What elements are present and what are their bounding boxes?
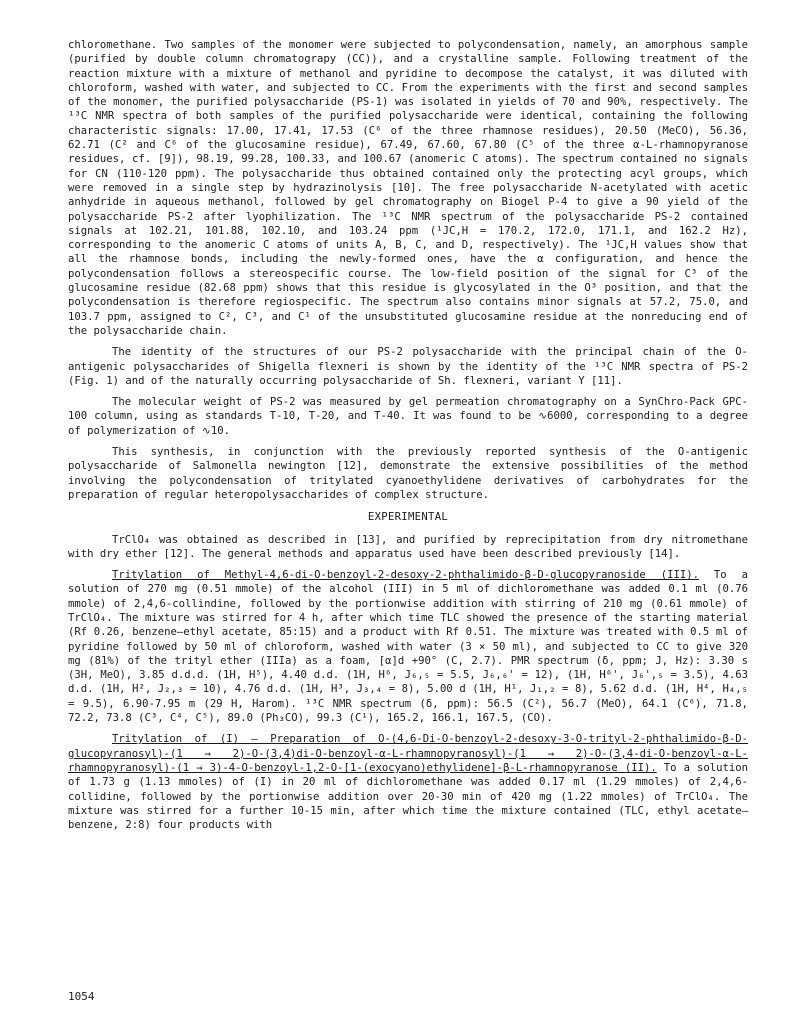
document-page [68,38,748,832]
paragraph-synthesis-summary: This synthesis, in conjunction with the previously reported synthesis of the O-antigenic polysaccharide of Salmonella newington [12], demonstrate the extensive possibilities of the method involving the polycondensation of tritylated cyanoethylidene derivatives of carbohydrates for the preparation of regular heteropolysaccharides of complex structure. [68,446,748,501]
procedure-body-iii: To a solution of 270 mg (0.51 mmole) of the alcohol (III) in 5 ml of dichloromethane was added 0.1 ml (0.76 mmole) of 2,4,6-collindine, followed by the portionwise addition with stirring of 210 mg (0.61 mmole) of TrClO₄. The mixture was stirred for 4 h, after which time TLC showed the presence of the starting material (Rf 0.26, benzene—ethyl acetate, 85:15) and a product with Rf 0.51. The mixture was treated with 0.5 ml of pyridine followed by 50 ml of chloroform, washed with water (3 × 50 ml), and subjected to CC to give 320 mg (81%) of the trityl ether (IIIa) as a foam, [α]d +90° (C, 2.7). PMR spectrum (δ, ppm; J, Hz): 3.30 s (3H, MeO), 3.85 d.d.d. (1H, H⁵), 4.40 d.d. (1H, H⁶, J₆,₅ = 5.5, J₆,₆' = 12), (1H, H⁶', J₆',₅ = 3.5), 4.63 d.d. (1H, H², J₂,₃ = 10), 4.76 d.d. (1H, H³, J₃,₄ = 8), 5.00 d (1H, H¹, J₁,₂ = 8), 5.62 d.d. (1H, H⁴, H₄,₅ = 9.5), 6.90-7.95 m (29 H, Harom). ¹³C NMR spectrum (δ, ppm): 56.5 (C²), 56.7 (MeO), 64.1 (C⁶), 71.8, 72.2, 73.8 (C³, C⁴, C⁵), 89.0 (Ph₃CO), 99.3 (C¹), 165.2, 166.1, 167.5, (CO). [68,569,748,725]
paragraph-trclo4: TrClO₄ was obtained as described in [13], and purified by reprecipitation from dry nitromethane with dry ether [12]. The general methods and apparatus used have been described previously [14]. [68,533,748,560]
page-number: 1054 [68,990,95,1003]
section-heading-experimental: EXPERIMENTAL [367,511,449,524]
paragraph-tritylation-iii [68,568,748,725]
paragraph-structure-identity: The identity of the structures of our PS-2 polysaccharide with the principal chain of the O-antigenic polysaccharides of Shigella flexneri is shown by the identity of the ¹³C NMR spectra of PS-2 (Fig. 1) and of the naturally occurring polysaccharide of Sh. flexneri, variant Y [11]. [68,346,748,387]
procedure-title-i: Tritylation of (I) — Preparation of O-(4,6-Di-O-benzoyl-2-desoxy-3-O-trityl-2-phthalimido-β-D-glucopyranosyl)-(1 → 2)-O-(3,4)di-O-benzoyl-α-L-rhamnopyranosyl)-(1 → 2)-O-(3,4-di-O-benzoyl-α-L-rhamnopyranosyl)-(1 → 3)-4-O-benzoyl-1,2-O-[1-(exocyano)ethylidene]-β-L-rhamnopyranose (II). [68,733,748,774]
paragraph-molecular-weight: The molecular weight of PS-2 was measured by gel permeation chromatography on a SynChro-Pack GPC-100 column, using as standards T-10, T-20, and T-40. It was found to be ∿6000, corresponding to a degree of polymerization of ∿10. [68,396,748,437]
paragraph-polycondensation: chloromethane. Two samples of the monomer were subjected to polycondensation, namely, an amorphous sample (purified by double column chromatograpy (CC)), and a crystalline sample. Following treatment of the reaction mixture with a mixture of methanol and pyridine to decompose the catalyst, it was diluted with chloroform, washed with water, and subjected to CC. From the experiments with the first and second samples of the monomer, the purified polysaccharide (PS-1) was isolated in yields of 70 and 90%, respectively. The ¹³C NMR spectra of both samples of the purified polysaccharide were identical, containing the following characteristic signals: 17.00, 17.41, 17.53 (C⁶ of the three rhamnose residues), 20.50 (MeCO), 56.36, 62.71 (C² and C⁶ of the glucosamine residue), 67.49, 67.60, 67.80 (C⁵ of the three α-L-rhamnopyranose residues, cf. [9]), 98.19, 99.28, 100.33, and 100.67 (anomeric C atoms). The spectrum contained no signals for CN (110-120 ppm). The polysaccharide thus obtained contained only the protecting acyl groups, which were removed in a single step by hydrazinolysis [10]. The free polysaccharide N-acetylated with acetic anhydride in aqueous methanol, followed by gel chromatography on Biogel P-4 to give a 90 yield of the polysaccharide PS-2 after lyophilization. The ¹³C NMR spectrum of the polysaccharide PS-2 contained signals at 102.21, 101.88, 102.10, and 103.24 ppm (¹JC,H = 170.2, 172.0, 171.1, and 162.2 Hz), corresponding to the anomeric C atoms of units A, B, C, and D, respectively). The ¹JC,H values show that all the rhamnose bonds, including the newly-formed ones, have the α configuration, and hence the polycondensation follows a stereospecific course. The low-field position of the signal for C³ of the glucosamine residue (82.68 ppm) shows that this residue is glycosylated in the O³ position, and that the polycondensation is therefore regiospecific. The spectrum also contains minor signals at 57.2, 75.0, and 103.7 ppm, assigned to C², C³, and C¹ of the unsubstituted glucosamine residue at the nonreducing end of the polysaccharide chain. [68,39,748,337]
procedure-title-iii: Tritylation of Methyl-4,6-di-O-benzoyl-2-desoxy-2-phthalimido-β-D-glucopyranoside (III). [112,569,699,582]
procedure-body-i: To a solution of 1.73 g (1.13 mmoles) of (I) in 20 ml of dichloromethane was added 0.17 ml (1.29 mmoles) of 2,4,6-collidine, followed by the portionwise addition over 20-30 min of 420 mg (1.22 mmoles) of TrClO₄. The mixture was stirred for a further 10-15 min, after which time the mixture contained (TLC, ethyl acetate—benzene, 2:8) four products with [68,761,749,832]
paragraph-tritylation-i [68,732,748,832]
